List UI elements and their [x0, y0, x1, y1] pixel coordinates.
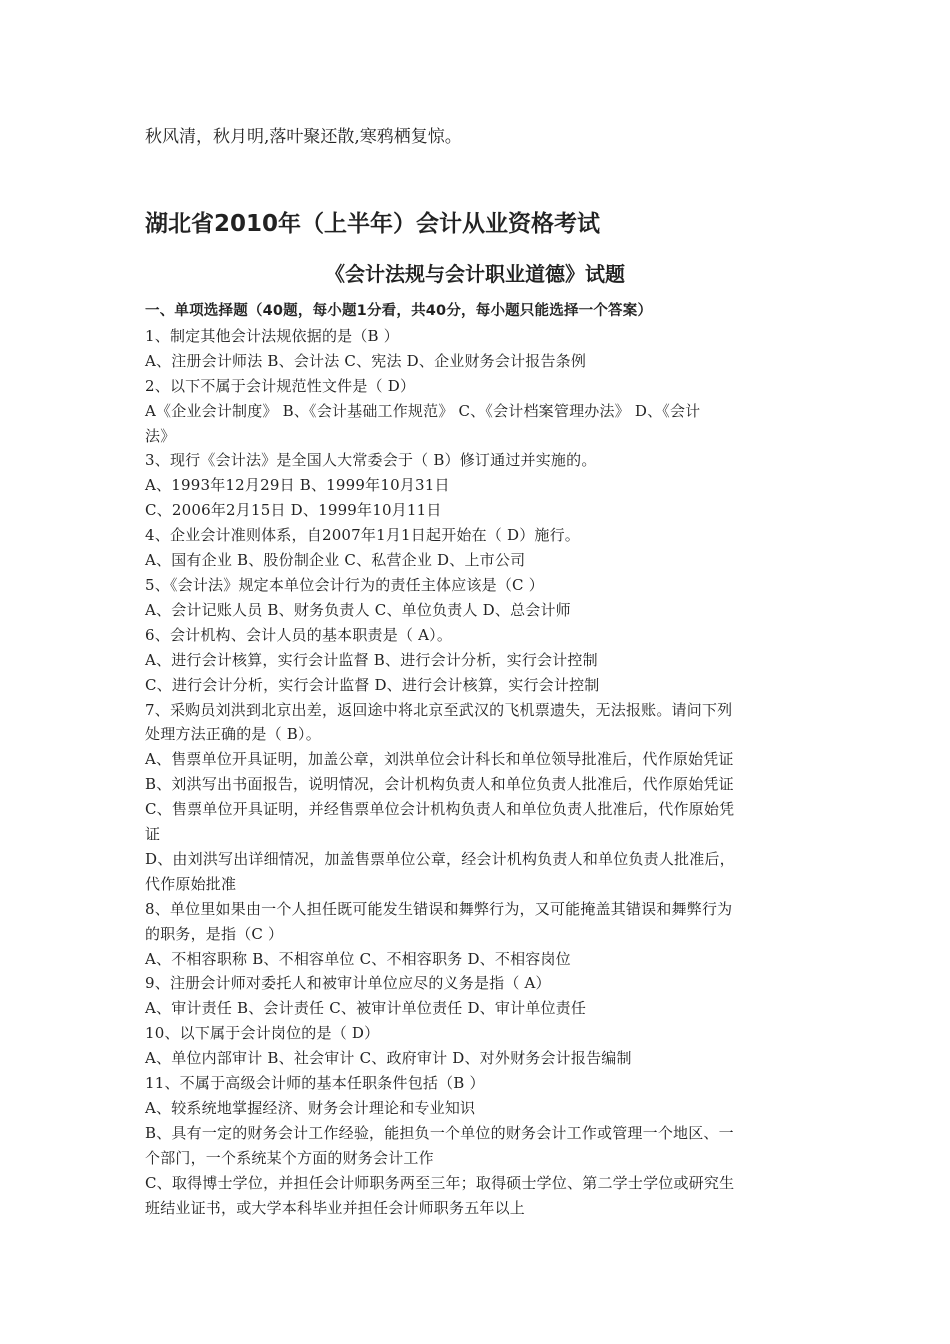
question-line: A、不相容职称 B、不相容单位 C、不相容职务 D、不相容岗位: [145, 949, 571, 968]
question-line: A、审计责任 B、会计责任 C、被审计单位责任 D、审计单位责任: [145, 999, 587, 1018]
question-line: 班结业证书，或大学本科毕业并担任会计师职务五年以上: [145, 1198, 526, 1217]
question-line: A、售票单位开具证明，加盖公章，刘洪单位会计科长和单位领导批准后，代作原始凭证: [145, 750, 734, 769]
question-line: 2、以下不属于会计规范性文件是（ D）: [145, 376, 416, 395]
question-line: 法》: [145, 426, 176, 445]
question-line: 处理方法正确的是（ B）。: [145, 725, 321, 744]
question-line: A、较系统地掌握经济、财务会计理论和专业知识: [145, 1099, 476, 1117]
question-line: B、具有一定的财务会计工作经验，能担负一个单位的财务会计工作或管理一个地区、一: [145, 1123, 734, 1142]
document-title: 湖北省2010年（上半年）会计从业资格考试: [145, 211, 601, 237]
section-heading: 一、单项选择题（40题，每小题1分看，共40分，每小题只能选择一个答案）: [145, 303, 653, 319]
question-line: 3、现行《会计法》是全国人大常委会于（ B）修订通过并实施的。: [145, 451, 597, 470]
question-line: B、刘洪写出书面报告，说明情况，会计机构负责人和单位负责人批准后，代作原始凭证: [145, 775, 734, 794]
question-line: 5、《会计法》规定本单位会计行为的责任主体应该是（C ）: [145, 575, 544, 594]
question-line: 11、不属于高级会计师的基本任职条件包括（B ）: [145, 1074, 485, 1093]
question-line: D、由刘洪写出详细情况，加盖售票单位公章，经会计机构负责人和单位负责人批准后，: [145, 849, 735, 868]
question-line: A、国有企业 B、股份制企业 C、私营企业 D、上市公司: [145, 551, 526, 570]
question-line: A《企业会计制度》 B、《会计基础工作规范》 C、《会计档案管理办法》 D、《会计: [145, 401, 701, 420]
question-line: A、单位内部审计 B、社会审计 C、政府审计 D、对外财务会计报告编制: [145, 1049, 632, 1068]
question-line: 代作原始批准: [145, 874, 237, 893]
question-line: 证: [145, 825, 161, 844]
question-line: A、1993年12月29日 B、1999年10月31日: [145, 476, 450, 495]
question-list: [145, 299, 795, 1221]
question-line: C、进行会计分析，实行会计监督 D、进行会计核算，实行会计控制: [145, 675, 600, 694]
question-line: C、取得博士学位，并担任会计师职务两至三年；取得硕士学位、第二学士学位或研究生: [145, 1173, 735, 1192]
question-line: 10、以下属于会计岗位的是（ D）: [145, 1024, 380, 1043]
question-line: 的职务，是指（C ）: [145, 924, 284, 943]
question-line: C、2006年2月15日 D、1999年10月11日: [145, 501, 442, 520]
question-line: 7、采购员刘洪到北京出差，返回途中将北京至武汉的飞机票遗失，无法报账。请问下列: [145, 700, 733, 719]
epigraph: 秋风清，秋月明,落叶聚还散,寒鸦栖复惊。: [145, 127, 462, 147]
question-line: C、售票单位开具证明，并经售票单位会计机构负责人和单位负责人批准后，代作原始凭: [145, 800, 735, 819]
question-line: 8、单位里如果由一个人担任既可能发生错误和舞弊行为，又可能掩盖其错误和舞弊行为: [145, 899, 733, 918]
question-line: 6、会计机构、会计人员的基本职责是（ A）。: [145, 625, 453, 644]
document-subtitle: 《会计法规与会计职业道德》试题: [325, 262, 625, 286]
question-line: A、进行会计核算，实行会计监督 B、进行会计分析，实行会计控制: [145, 650, 598, 669]
question-line: 个部门，一个系统某个方面的财务会计工作: [145, 1148, 434, 1167]
question-line: 1、制定其他会计法规依据的是（B ）: [145, 326, 399, 345]
question-line: 9、注册会计师对委托人和被审计单位应尽的义务是指（ A）: [145, 974, 551, 993]
question-line: A、会计记账人员 B、财务负责人 C、单位负责人 D、总会计师: [145, 600, 571, 619]
question-line: 4、企业会计准则体系，自2007年1月1日起开始在（ D）施行。: [145, 526, 581, 545]
question-line: A、注册会计师法 B、会计法 C、宪法 D、企业财务会计报告条例: [145, 351, 587, 370]
